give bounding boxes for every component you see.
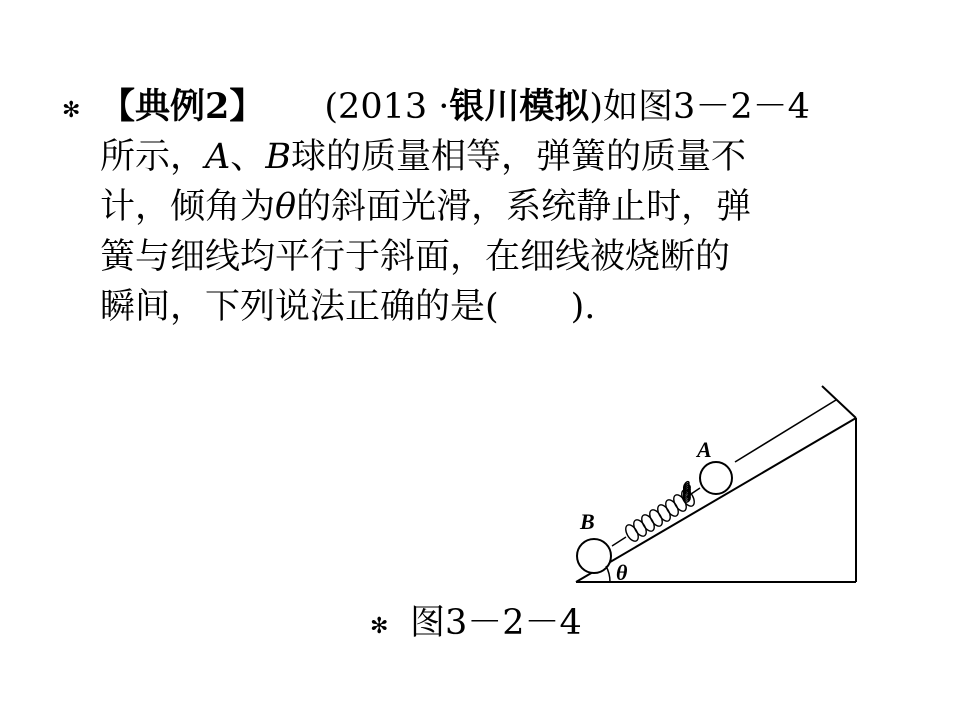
incline-diagram (560, 380, 880, 600)
label-theta: θ (616, 560, 628, 585)
line2-text-b: 、 (230, 137, 266, 177)
line2-text-c: 球的质量相等，弹簧的质量不 (291, 137, 747, 177)
problem-line-4: 簧与细线均平行于斜面，在细线被烧断的 (100, 237, 731, 277)
line5-text-a: 瞬间，下列说法正确的是( (100, 287, 499, 327)
angle-arc (606, 566, 610, 582)
ball-a (700, 462, 732, 494)
incline-surface (576, 418, 856, 582)
problem-line-2 (100, 132, 900, 182)
figure-caption: 图3－2－4 (410, 603, 582, 643)
problem-line-3 (100, 182, 900, 232)
line3-text-b: 的斜面光滑，系统静止时，弹 (296, 187, 752, 227)
label-b: B (580, 509, 595, 534)
close-bracket: 】 (229, 86, 265, 127)
problem-line-1 (100, 82, 900, 132)
variable-a: A (205, 137, 231, 177)
example-tag: 典例2 (135, 86, 230, 127)
source-place: 银川模拟 (449, 87, 590, 127)
top-stop (822, 386, 856, 418)
spring (684, 482, 700, 503)
figure-reference: 如图3－2－4 (603, 87, 810, 127)
bullet-star-icon-2: ✻ (370, 614, 389, 639)
open-bracket: 【 (100, 86, 136, 127)
variable-theta: θ (275, 187, 297, 227)
thread (735, 400, 836, 462)
line3-text-a: 计，倾角为 (100, 187, 276, 227)
line2-text-a: 所示， (100, 137, 206, 177)
bullet-star-icon: ✻ (62, 98, 81, 123)
line5-text-b: ). (570, 287, 596, 327)
source-open: (2013 · (324, 87, 450, 127)
problem-line-5 (100, 282, 900, 332)
problem-text (100, 82, 900, 332)
label-a: A (697, 437, 712, 462)
source-close: ) (589, 87, 604, 127)
variable-b: B (265, 137, 292, 177)
ball-b (577, 539, 611, 573)
